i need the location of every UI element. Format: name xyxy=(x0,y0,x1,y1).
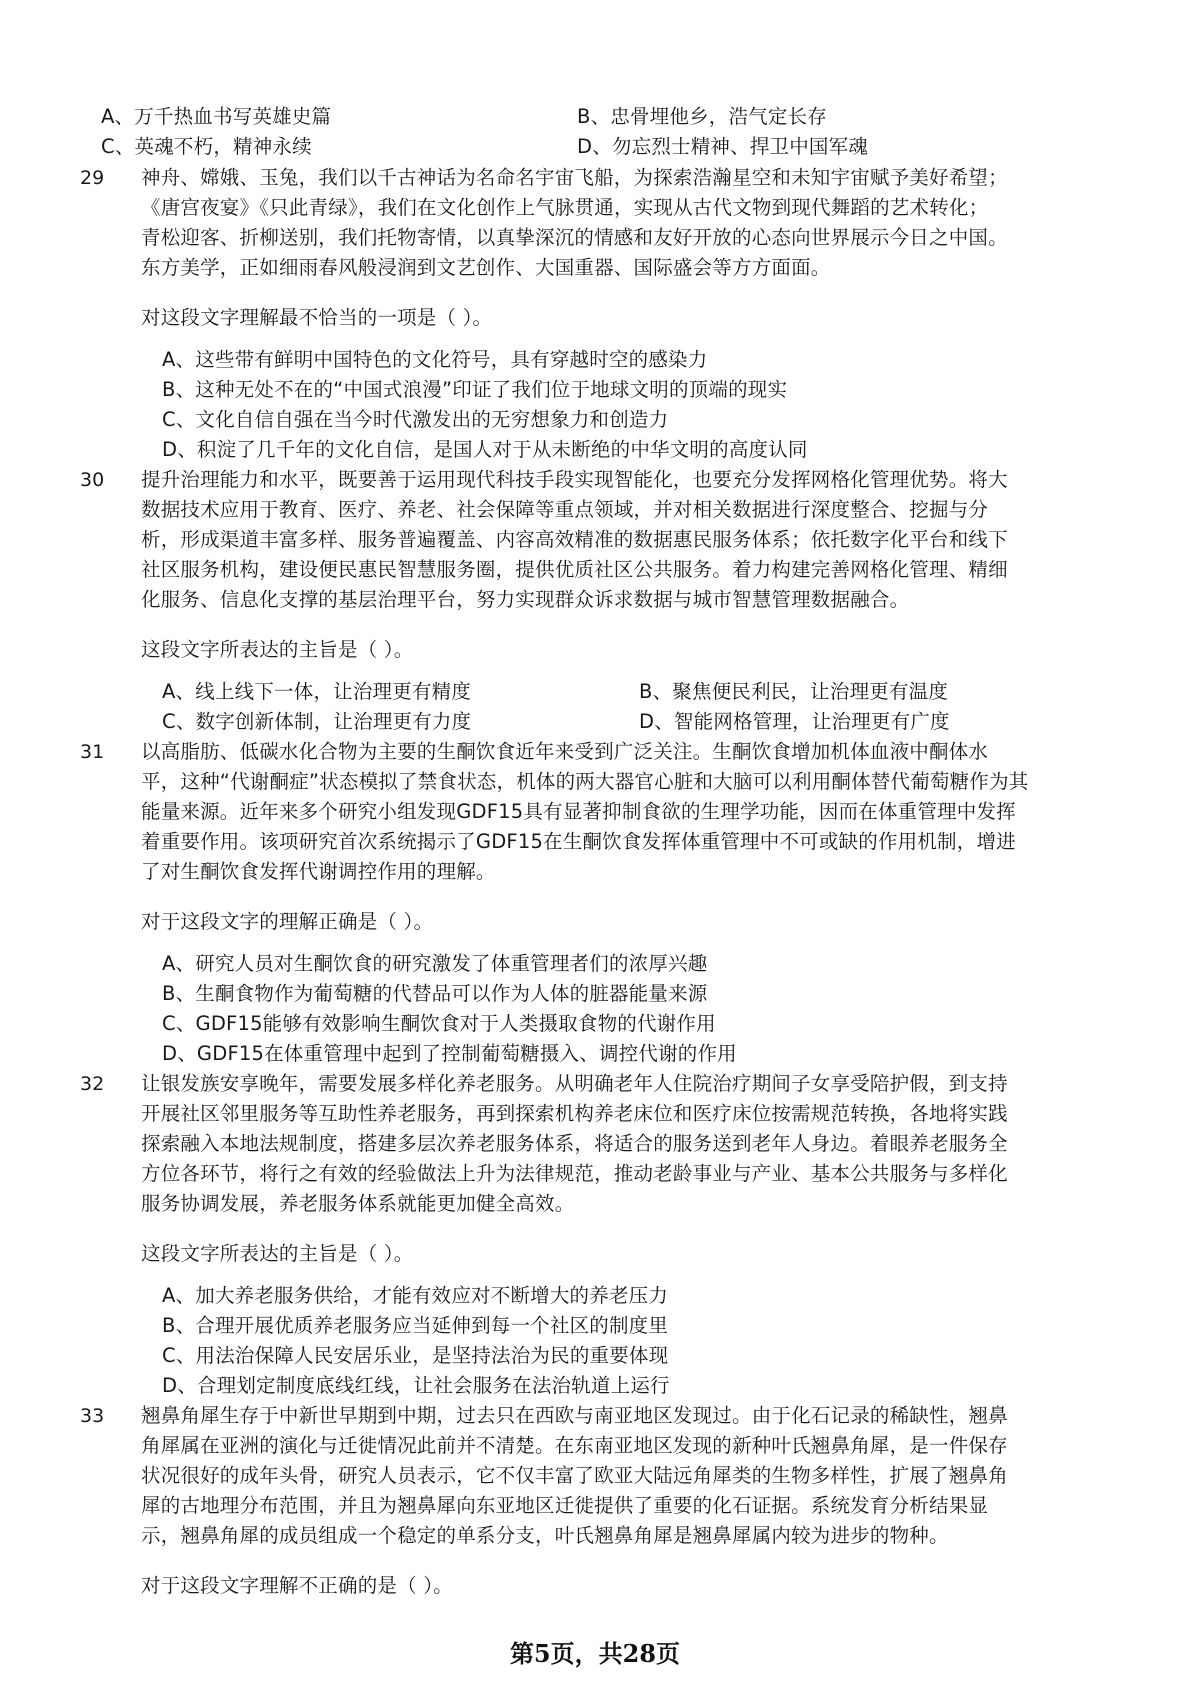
q28-option-a: A、万千热血书写英雄史篇 xyxy=(101,105,332,128)
q30-passage-line: 社区服务机构，建设便民惠民智慧服务圈，提供优质社区公共服务。着力构建完善网格化管理、精细 xyxy=(141,558,1008,581)
q32-option-c: C、用法治保障人民安居乐业，是坚持法治为民的重要体现 xyxy=(162,1344,669,1367)
q31-option-c: C、GDF15能够有效影响生酮饮食对于人类摄取食物的代谢作用 xyxy=(162,1012,716,1035)
q29-passage-line: 《唐宫夜宴》《只此青绿》，我们在文化创作上气脉贯通，实现从古代文物到现代舞蹈的艺术转化； xyxy=(141,196,989,219)
q30-passage-line: 析，形成渠道丰富多样、服务普遍覆盖、内容高效精准的数据惠民服务体系；依托数字化平台和线下 xyxy=(141,528,1008,551)
q30-option-d: D、智能网格管理，让治理更有广度 xyxy=(639,710,950,733)
q33-passage-line: 状况很好的成年头骨，研究人员表示，它不仅丰富了欧亚大陆远角犀类的生物多样性，扩展了翘鼻角 xyxy=(141,1464,1008,1487)
q29-passage-line: 东方美学，正如细雨春风般浸润到文艺创作、大国重器、国际盛会等方方面面。 xyxy=(141,256,831,279)
q31-passage-line: 能量来源。近年来多个研究小组发现GDF15具有显著抑制食欲的生理学功能，因而在体重管理中发挥 xyxy=(141,800,1016,823)
q32-question: 这段文字所表达的主旨是（ ）。 xyxy=(141,1242,414,1265)
q30-option-a: A、线上线下一体，让治理更有精度 xyxy=(162,680,472,703)
q33-number: 33 xyxy=(80,1405,105,1427)
q31-option-b: B、生酮食物作为葡萄糖的代替品可以作为人体的脏器能量来源 xyxy=(162,982,708,1005)
q30-number: 30 xyxy=(80,469,105,491)
q32-passage-line: 方位各环节，将行之有效的经验做法上升为法律规范，推动老龄事业与产业、基本公共服务与多样化 xyxy=(141,1162,1008,1185)
q32-passage-line: 开展社区邻里服务等互助性养老服务，再到探索机构养老床位和医疗床位按需规范转换，各地将实践 xyxy=(141,1102,1008,1125)
q30-question: 这段文字所表达的主旨是（ ）。 xyxy=(141,638,414,661)
q31-option-a: A、研究人员对生酮饮食的研究激发了体重管理者们的浓厚兴趣 xyxy=(162,952,708,975)
q31-option-d: D、GDF15在体重管理中起到了控制葡萄糖摄入、调控代谢的作用 xyxy=(162,1042,737,1065)
q29-option-d: D、积淀了几千年的文化自信，是国人对于从未断绝的中华文明的高度认同 xyxy=(162,438,808,461)
q30-passage-line: 提升治理能力和水平，既要善于运用现代科技手段实现智能化，也要充分发挥网格化管理优势。将大 xyxy=(141,468,1008,491)
q32-option-b: B、合理开展优质养老服务应当延伸到每一个社区的制度里 xyxy=(162,1314,669,1337)
q32-passage-line: 让银发族安享晚年，需要发展多样化养老服务。从明确老年人住院治疗期间子女享受陪护假，到支持 xyxy=(141,1072,1008,1095)
q29-passage-line: 青松迎客、折柳送别，我们托物寄情，以真挚深沉的情感和友好开放的心态向世界展示今日之中国。 xyxy=(141,226,1008,249)
q33-passage-line: 犀的古地理分布范围，并且为翘鼻犀向东亚地区迁徙提供了重要的化石证据。系统发育分析结果显 xyxy=(141,1494,989,1517)
q29-option-a: A、这些带有鲜明中国特色的文化符号，具有穿越时空的感染力 xyxy=(162,348,708,371)
q32-option-d: D、合理划定制度底线红线，让社会服务在法治轨道上运行 xyxy=(162,1374,670,1397)
q29-option-c: C、文化自信自强在当今时代激发出的无穷想象力和创造力 xyxy=(162,408,669,431)
page-footer: 第5页，共28页 xyxy=(509,1639,681,1668)
q30-passage-line: 数据技术应用于教育、医疗、养老、社会保障等重点领域，并对相关数据进行深度整合、挖掘与分 xyxy=(141,498,989,521)
q30-passage-line: 化服务、信息化支撑的基层治理平台，努力实现群众诉求数据与城市智慧管理数据融合。 xyxy=(141,588,910,611)
q30-option-c: C、数字创新体制，让治理更有力度 xyxy=(162,710,472,733)
q29-passage-line: 神舟、嫦娥、玉兔，我们以千古神话为名命名宇宙飞船，为探索浩瀚星空和未知宇宙赋予美好希望； xyxy=(141,166,1008,189)
q32-passage-line: 服务协调发展，养老服务体系就能更加健全高效。 xyxy=(141,1192,575,1215)
q32-number: 32 xyxy=(80,1073,105,1095)
q32-passage-line: 探索融入本地法规制度，搭建多层次养老服务体系，将适合的服务送到老年人身边。着眼养老服务全 xyxy=(141,1132,1008,1155)
q32-option-a: A、加大养老服务供给，才能有效应对不断增大的养老压力 xyxy=(162,1284,669,1307)
q33-passage-line: 角犀属在亚洲的演化与迁徙情况此前并不清楚。在东南亚地区发现的新种叶氏翘鼻角犀，是一件保存 xyxy=(141,1434,1008,1457)
q28-option-b: B、忠骨埋他乡，浩气定长存 xyxy=(577,105,827,128)
q28-option-c: C、英魂不朽，精神永续 xyxy=(101,135,312,158)
q29-question: 对这段文字理解最不恰当的一项是（ ）。 xyxy=(141,306,493,329)
q33-question: 对于这段文字理解不正确的是（ ）。 xyxy=(141,1574,453,1597)
q30-option-b: B、聚焦便民利民，让治理更有温度 xyxy=(639,680,949,703)
q31-passage-line: 了对生酮饮食发挥代谢调控作用的理解。 xyxy=(141,860,496,883)
q31-passage-line: 以高脂肪、低碳水化合物为主要的生酮饮食近年来受到广泛关注。生酮饮食增加机体血液中酮体水 xyxy=(141,740,989,763)
q33-passage-line: 示，翘鼻角犀的成员组成一个稳定的单系分支，叶氏翘鼻角犀是翘鼻犀属内较为进步的物种。 xyxy=(141,1524,949,1547)
q29-number: 29 xyxy=(80,167,105,189)
q29-option-b: B、这种无处不在的“中国式浪漫”印证了我们位于地球文明的顶端的现实 xyxy=(162,378,788,401)
q31-passage-line: 着重要作用。该项研究首次系统揭示了GDF15在生酮饮食发挥体重管理中不可或缺的作用机制，增进 xyxy=(141,830,1016,853)
q31-number: 31 xyxy=(80,741,105,763)
q33-passage-line: 翘鼻角犀生存于中新世早期到中期，过去只在西欧与南亚地区发现过。由于化石记录的稀缺性，翘鼻 xyxy=(141,1404,1008,1427)
q31-passage-line: 平，这种“代谢酮症”状态模拟了禁食状态，机体的两大器官心脏和大脑可以利用酮体替代葡萄糖作为其 xyxy=(141,770,1029,793)
q31-question: 对于这段文字的理解正确是（ ）。 xyxy=(141,910,434,933)
q28-option-d: D、勿忘烈士精神、捍卫中国军魂 xyxy=(577,135,869,158)
